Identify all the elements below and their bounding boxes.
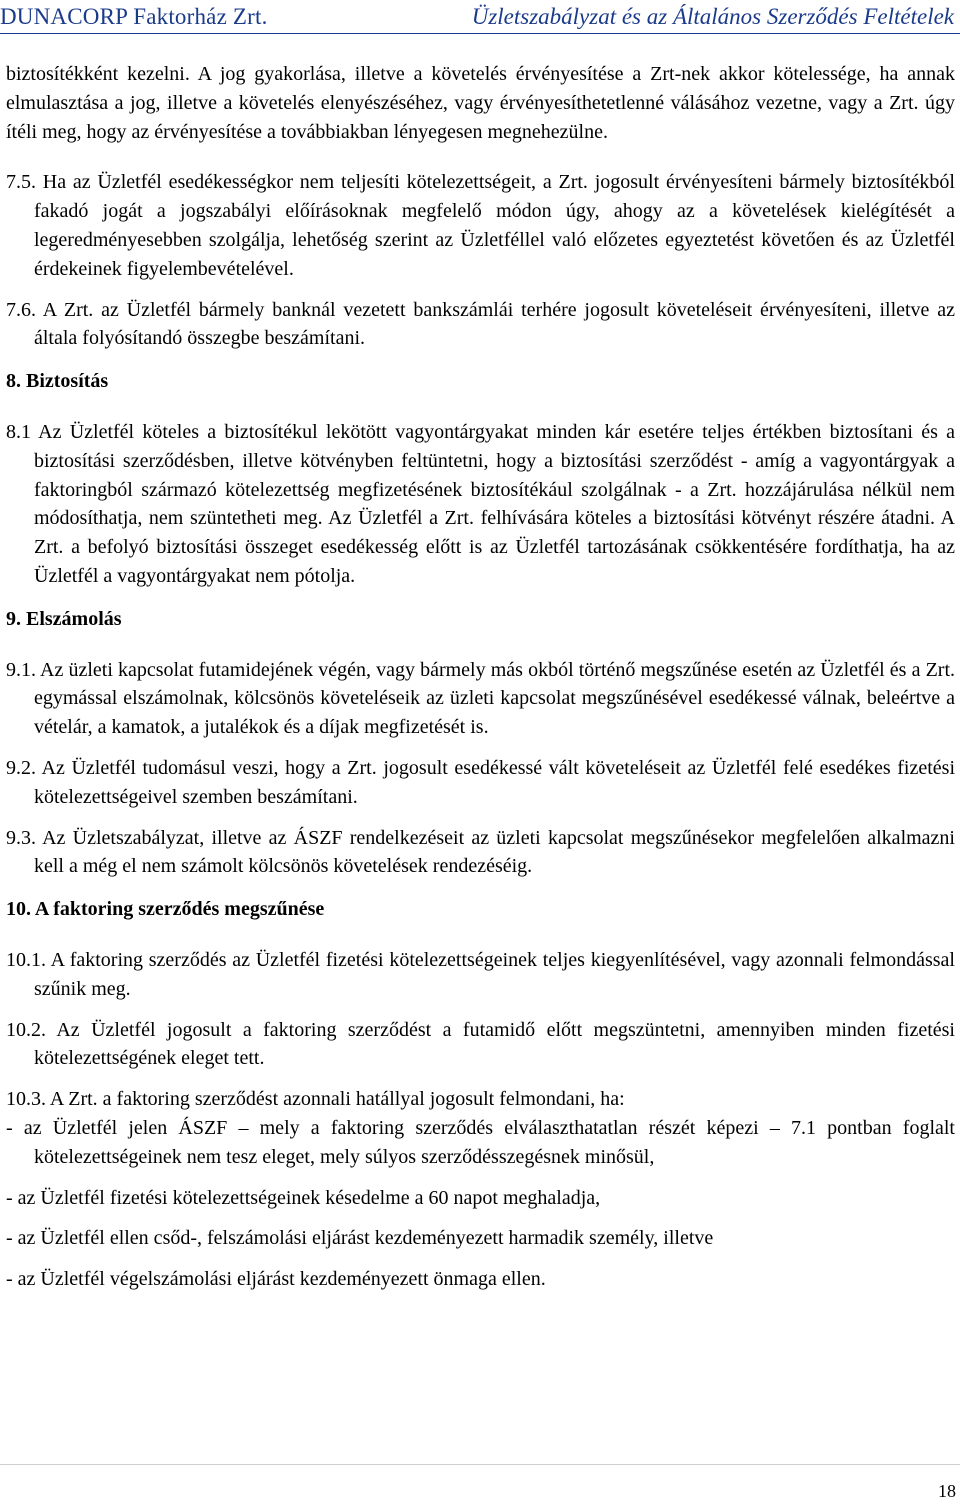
- page-header: [0, 0, 960, 34]
- paragraph-10-2: 10.2. Az Üzletfél jogosult a faktoring szerződést a futamidő előtt megszüntetni, amennyiben minden fizetési kötelezettségének eleget tett.: [6, 1018, 955, 1070]
- company-name: DUNACORP Faktorház Zrt.: [0, 4, 268, 29]
- section-heading-10: 10. A faktoring szerződés megszűnése: [6, 898, 325, 921]
- header-divider: [0, 33, 960, 34]
- footer-divider: [0, 1464, 960, 1465]
- list-item: - az Üzletfél végelszámolási eljárást kezdeményezett önmaga ellen.: [6, 1268, 546, 1291]
- document-title: Üzletszabályzat és az Általános Szerződés Feltételek: [471, 4, 954, 29]
- page-number: 18: [938, 1481, 956, 1501]
- paragraph-9-3: 9.3. Az Üzletszabályzat, illetve az ÁSZF rendelkezéseit az üzleti kapcsolat megszűnésekor megfelelően alkalmazni kell a még el nem számolt kölcsönös követelések rendezéséig.: [6, 826, 955, 878]
- paragraph-8-1: 8.1 Az Üzletfél köteles a biztosítékul lekötött vagyontárgyakat minden kár esetére teljes értékben biztosítani és a biztosítási szerződésben, illetve kötvényben feltüntetni, hogy a biztosítási szerződést - amíg a vagyontárgyak a faktoringból származó kötelezettség megfizetésének biztosítékául szolgálnak - a Zrt. hozzájárulása nélkül nem módosíthatja, nem szüntetheti meg. Az Üzletfél a Zrt. felhívására köteles a biztosítási kötvényt részére átadni. A Zrt. a befolyó biztosítási összeget esedékesség előtt is az Üzletfél tartozásának csökkentésére fordíthatja, ha az Üzletfél a vagyontárgyakat nem pótolja.: [6, 420, 955, 587]
- paragraph-9-1: 9.1. Az üzleti kapcsolat futamidejének végén, vagy bármely más okból történő megszűnése esetén az Üzletfél és a Zrt. egymással elszámolnak, kölcsönös követeléseik az üzleti kapcsolat megszűnésével esedékessé válnak, beleértve a vételár, a kamatok, a jutalékok és a díjak megfizetését is.: [6, 658, 955, 739]
- list-item: - az Üzletfél jelen ÁSZF – mely a faktoring szerződés elválaszthatatlan részét képezi – 7.1 pontban foglalt kötelezettségeinek nem tesz eleget, mely súlyos szerződésszegésnek minősül,: [6, 1116, 955, 1168]
- paragraph-7-5: 7.5. Ha az Üzletfél esedékességkor nem teljesíti kötelezettségeit, a Zrt. jogosult érvényesíteni bármely biztosítékból fakadó jogát a jogszabályi előírásoknak megfelelő módon úgy, ahogy az a követelések kielégítését a legeredményesebben szolgálja, lehetőség szerint az Üzletféllel való előzetes egyeztetést követően és az Üzletfél érdekeinek figyelembevételével.: [6, 171, 955, 280]
- paragraph-7-6: 7.6. A Zrt. az Üzletfél bármely banknál vezetett bankszámlái terhére jogosult követeléseit érvényesíteni, illetve az általa folyósítandó összegbe beszámítani.: [6, 298, 955, 350]
- section-heading-8: 8. Biztosítás: [6, 370, 109, 393]
- paragraph-10-1: 10.1. A faktoring szerződés az Üzletfél fizetési kötelezettségeinek teljes kiegyenlítésével, vagy azonnali felmondással szűnik meg.: [6, 948, 955, 1000]
- paragraph-continuation: biztosítékként kezelni. A jog gyakorlása, illetve a követelés érvényesítése a Zrt-nek akkor kötelessége, ha annak elmulasztása a jog, illetve a követelés elenyészéséhez, vagy érvényesíthetetlenné válásához vezetne, vagy a Zrt. úgy ítéli meg, hogy az érvényesítése a továbbiakban lényegesen megnehezülne.: [6, 63, 955, 143]
- list-item: - az Üzletfél fizetési kötelezettségeinek késedelme a 60 napot meghaladja,: [6, 1186, 601, 1209]
- section-heading-9: 9. Elszámolás: [6, 607, 122, 630]
- list-item: - az Üzletfél ellen csőd-, felszámolási eljárást kezdeményezett harmadik személy, illetve: [6, 1227, 714, 1250]
- paragraph-10-3: 10.3. A Zrt. a faktoring szerződést azonnali hatállyal jogosult felmondani, ha:: [6, 1088, 625, 1111]
- paragraph-9-2: 9.2. Az Üzletfél tudomásul veszi, hogy a Zrt. jogosult esedékessé vált követeléseit az Üzletfél felé esedékes fizetési kötelezettségeivel szemben beszámítani.: [6, 756, 955, 808]
- document-body: [6, 60, 955, 1294]
